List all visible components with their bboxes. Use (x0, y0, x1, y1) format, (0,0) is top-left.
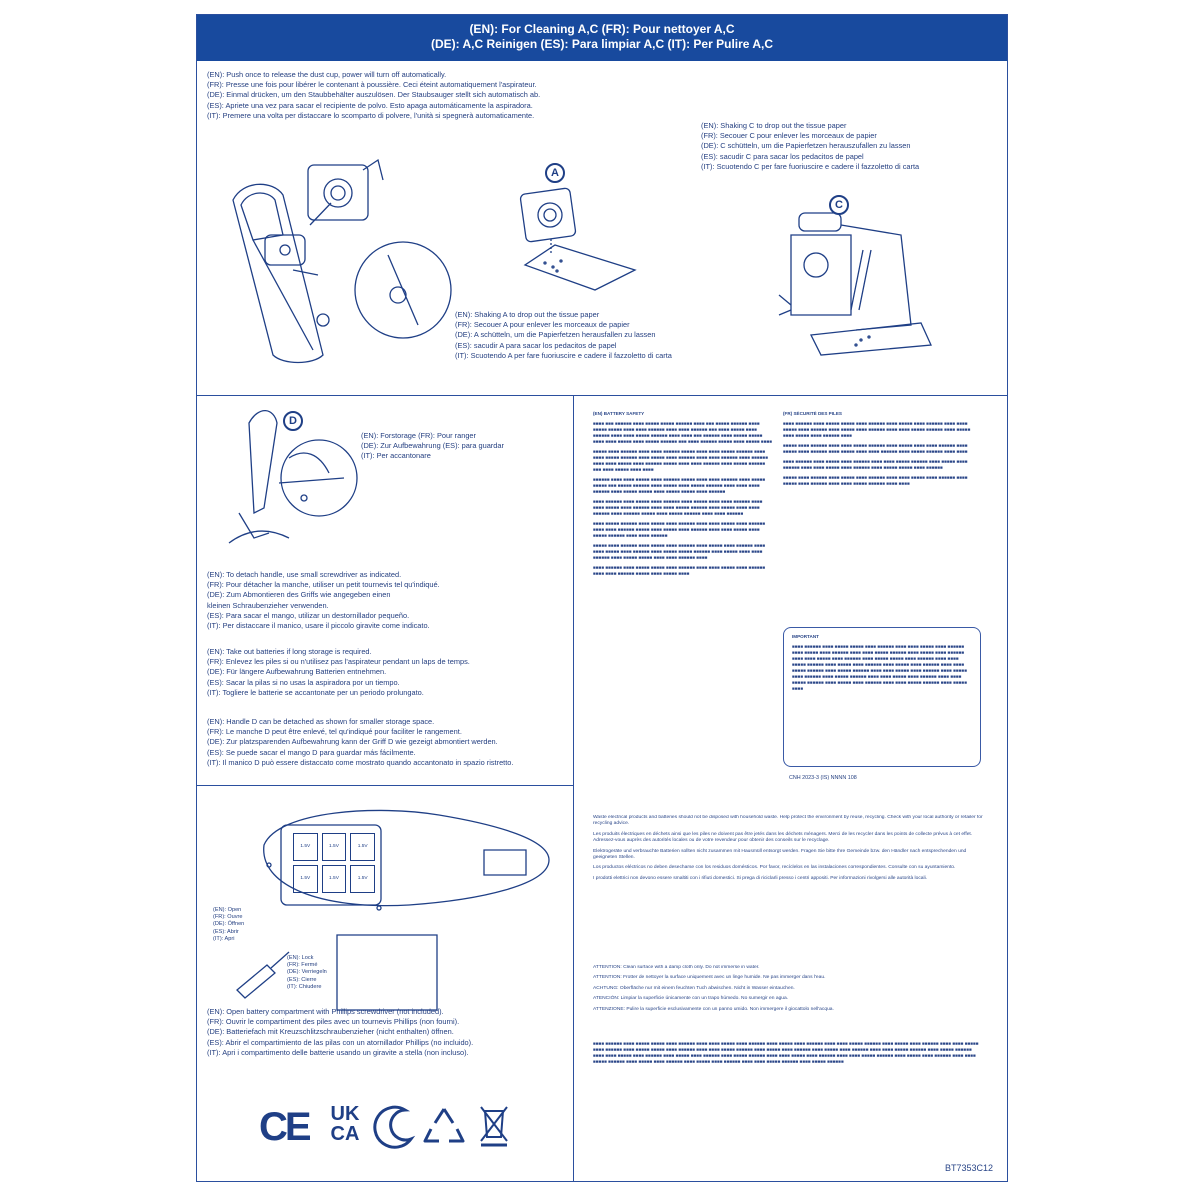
battery-safety-column-1: (EN) BATTERY SAFETY ■■■■ ■■■ ■■■■■■ ■■■■ ■■■■■ ■■■■■ ■■■■■■ ■■■■ ■■■ ■■■■■ ■■■■■■ ■■■■ ■■■■■ ■■■■■ ■■■■ ■■■■ ■■■■■■ ■■■■ ■■■■ ■■■■■■ ■■■ ■■■■ ■■■■■ ■■■■ ■■■■■■ ■■■■ ■■■■ ■■■■■ ■■■■■■ ■■■■ ■■■■ ■■■ ■■■■■■ ■■■■ ■■■■■ ■■■■■ ■■■■ ■■■■ ■■■■■ ■■■■ ■■■■■ ■■■■■■ ■■■ ■■■■ ■■■■■■ ■■■■■ ■■■■ ■■■■■ ■■■■ ■■■■■ ■■■■ ■■■■■■ ■■■■ ■■■■ ■■■■■■ ■■■■■ ■■■■ ■■■■ ■■■■■ ■■■■■■ ■■■■ ■■■■ ■■■■■ ■■■■■■ ■■■■ ■■■■■ ■■■■ ■■■■■■ ■■■■ ■■■■ ■■■■■■ ■■■■ ■■■■■■ ■■■■ ■■■■ ■■■■■ ■■■■ ■■■■■■ ■■■■■ ■■■■ ■■■■ ■■■■■■ ■■■■ ■■■■■ ■■■■■■ ■■■ ■■■■ ■■■■■ ■■■■ ■■■■ ■■■■■■ ■■■■ ■■■■ ■■■■■ ■■■■ ■■■■■■ ■■■■■ ■■■■ ■■■■ ■■■■■■ ■■■■ ■■■■■ ■■■■■ ■■■ ■■■■■ ■■■■■■ ■■■■ ■■■■■ ■■■■ ■■■■■ ■■■■■■ ■■■■ ■■■■ ■■■■ ■■■■■■ ■■■■ ■■■■■ ■■■■■ ■■■■ ■■■■■ ■■■■■ ■■■■ ■■■■■■ ■■■■ ■■■■■■ ■■■■ ■■■■■ ■■■■ ■■■■■■ ■■■■ ■■■■■ ■■■■ ■■■■ ■■■■■■ ■■■■ ■■■■ ■■■■■ ■■■■ ■■■■■■ ■■■■ ■■■■ ■■■■■ ■■■■■■ ■■■■ ■■■■■ ■■■■ ■■■■ ■■■■■■ ■■■■ ■■■■■■ ■■■■■ ■■■■ ■■■■■ ■■■■■■ ■■■■ ■■■■ ■■■■■■ ■■■■ ■■■■■ ■■■■■■ ■■■■ ■■■■■ ■■■■ ■■■■■■ ■■■■ ■■■■ ■■■■■ ■■■■ ■■■■■■ ■■■■ ■■■■ ■■■■■■ ■■■■■ ■■■■ ■■■■■ ■■■■ ■■■■■■ ■■■■ ■■■■ ■■■■■ ■■■■ ■■■■■ ■■■■■■ ■■■■ ■■■■ ■■■■■■ ■■■■■ ■■■■ ■■■■■■ ■■■■ ■■■■■ ■■■■ ■■■■■■ ■■■■ ■■■■■ ■■■■ ■■■■■■ ■■■■ ■■■■ ■■■■■ ■■■■ ■■■■■■ ■■■■ ■■■■■ ■■■■■ ■■■■■■ ■■■■ ■■■■■ ■■■■ ■■■■ ■■■■■■ ■■■■ ■■■■■ ■■■■■ ■■■■ ■■■■ ■■■■■■ ■■■■ ■■■■ ■■■■■■ ■■■■ ■■■■■ ■■■■■ ■■■■ ■■■■■■ ■■■■ ■■■■ ■■■■■ ■■■■ ■■■■■■ ■■■■ ■■■■ ■■■■■■ ■■■■■ ■■■■ ■■■■■ ■■■■ (593, 411, 773, 576)
dust-cup-a-illustration (515, 175, 645, 285)
shake-a-text: (EN): Shaking A to drop out the tissue paper (FR): Secouer A pour enlever les morceaux de papier (DE): A schütteln, um die Papierfetzen herausfallen zu lassen (ES): sacudir A para sacar los pedacitos de papel (IT): Scuotendo A per fare fuoriuscire e cadere il fazzoletto di carta (455, 310, 672, 360)
header-banner (197, 15, 1007, 61)
product-code: BT7353C12 (944, 1163, 993, 1173)
recycle-moon-icon (375, 1105, 417, 1149)
label-d: D (283, 411, 303, 431)
open-labels: (EN): Open (FR): Ouvre (DE): Öffnen (ES): Abrir (IT): Apri (213, 907, 245, 942)
header-line-2: (DE): A,C Reinigen (ES): Para limpiar A,C (IT): Per Pulire A,C (430, 37, 774, 51)
section-divider-top (197, 395, 1007, 396)
vacuum-illustration (213, 155, 453, 355)
battery-slot: 1.5V (350, 865, 375, 893)
column-1-heading: (EN) BATTERY SAFETY (593, 411, 645, 416)
battery-slot: 1.5V (293, 833, 318, 861)
disposal-text: Waste electrical products and batteries should not be disposed with household waste. Help protect the environment by reuse, recycling. Check with your local authority or retailer for recycling advice. Les produits électriques en déchets ainsi que les piles ne doivent pas être jetés dans les déchets ménagers. Merci de les recycler dans les points de collecte prévus à cet effet. Adressez-vous auprès des autorités locales ou de votre revendeur pour obtenir des conseils sur le recyclage. Elektrogeräte und verbrauchte Batterien sollten nicht zusammen mit Hausmüll entsorgt werden. Fragen Sie bitte Ihre Gemeinde bzw. den Händler nach entsprechenden und geeigneten Stellen. Los productos eléctricos no deben desecharse con los residuos domésticos. Por favor, recíclelos en las instalaciones correspondientes. Consulte con su ayuntamiento. I prodotti elettrici non devono essere smaltiti con i rifiuti domestici. Si prega di riciclarli presso i centri appositi. Per informazioni rivolgersi alle autorità locali. (593, 815, 983, 881)
release-dust-cup-text: (EN): Push once to release the dust cup, power will turn off automatically. (FR): Presse une fois pour libérer le contenant à poussière. Ceci éteint automatiquement l'aspirateur. (DE): Einmal drücken, um den Staubbehälter auszulösen. Der Staubsauger stellt sich automatisch ab. (ES): Apriete una vez para sacar el recipiente de polvo. Esto apaga automáticamente la aspiradora. (IT): Premere una volta per distaccare lo scomparto di polvere, l'unità si spegnerà automaticamente. (207, 70, 541, 120)
label-a: A (545, 163, 565, 183)
cnh-code: CNH 2023-3 (IS) NNNN 108 (789, 775, 857, 781)
label-c: C (829, 195, 849, 215)
remove-batteries-text: (EN): Take out batteries if long storage is required. (FR): Enlevez les piles si ou n'utilisez pas l'aspirateur pendant un laps de temps. (DE): Für längere Aufbewahrung Batterien entnehmen. (ES): Sacar la pilas si no usas la aspiradora por un tiempo. (IT): Togliere le batterie se accantonate per un periodo prolungato. (207, 647, 470, 697)
attention-text: ATTENTION: Clean surface with a damp cloth only. Do not immerse in water. ATTENTION: Frotter de nettoyer la surface uniquement avec un linge humide. Ne pas immerger dans l'eau. ACHTUNG: Oberfläche nur mit einem feuchten Tuch abwischen. Nicht in Wasser eintauchen. ATENCIÓN: Limpiar la superficie únicamente con un trapo húmedo. No sumergir en agua. ATTENZIONE: Pulire la superficie esclusivamente con un panno umido. Non immergere il giocattolo nell'acqua. (593, 965, 834, 1012)
battery-slot: 1.5V (322, 833, 347, 861)
battery-slot: 1.5V (350, 833, 375, 861)
shake-c-text: (EN): Shaking C to drop out the tissue paper (FR): Secouer C pour enlever les morceaux de papier (DE): C schütteln, um die Papierfetzen herauszufallen zu lassen (ES): sacudir C para sacar los pedacitos de papel (IT): Scuotendo C per fare fuoriuscire e cadere il fazzoletto di carta (701, 121, 920, 171)
battery-slot: 1.5V (293, 865, 318, 893)
detach-handle-text: (EN): To detach handle, use small screwdriver as indicated. (FR): Pour détacher la manche, utiliser un petit tournevis tel qu'indiqué. (DE): Zum Abmontieren des Griffs wie angegeben einen kleinen Schraubenzieher verwenden. (ES): Para sacar el mango, utilizar un destornillador pequeño. (IT): Per distaccare il manico, usare il piccolo giravite come indicato. (207, 570, 440, 631)
dust-cup-c-illustration (771, 205, 931, 375)
section-divider-left (197, 785, 574, 786)
storage-text: (EN): Forstorage (FR): Pour ranger (DE): Zur Aufbewahrung (ES): para guardar (IT): Per accantonare (361, 431, 504, 461)
important-heading: IMPORTANT (792, 634, 819, 639)
multilingual-warning-block: ■■■■ ■■■■■■ ■■■■ ■■■■■ ■■■■■ ■■■■ ■■■■■■ ■■■■ ■■■■ ■■■■■ ■■■■ ■■■■■■ ■■■■ ■■■■■ ■■■■ ■■■■■■ ■■■■ ■■■■ ■■■■■ ■■■■■■ ■■■■ ■■■■■ ■■■■ ■■■■■■ ■■■■ ■■■■ ■■■■■ ■■■■ ■■■■■■ ■■■■ ■■■■■ ■■■■■ ■■■■ ■■■■■■ ■■■■ ■■■■ ■■■■■ ■■■■■■ ■■■■ ■■■■■ ■■■■ ■■■■■■ ■■■■ ■■■■■ ■■■■ ■■■■■■ ■■■■ ■■■■ ■■■■■ ■■■■■■ ■■■■ ■■■■■ ■■■■■■ ■■■■ ■■■■ ■■■■■ ■■■■ ■■■■■■ ■■■■ ■■■■■ ■■■■ ■■■■■■ ■■■■ ■■■■■ ■■■■■■ ■■■■ ■■■■ ■■■■■ ■■■■ ■■■■■■ ■■■■ ■■■■ ■■■■■ ■■■■■■ ■■■■ ■■■■■ ■■■■ ■■■■■■ ■■■■ ■■■■ ■■■■■ ■■■■■■ ■■■■ ■■■■■ ■■■■ ■■■■■■ ■■■■ ■■■■■ ■■■■ ■■■■■■ ■■■■ ■■■■ ■■■■■ ■■■■■■ ■■■■ ■■■■■ ■■■■■■ (593, 1041, 979, 1064)
section-divider-vertical (573, 395, 574, 1181)
lock-labels: (EN): Lock (FR): Fermé (DE): Verriegeln (ES): Cierre (IT): Chiudere (287, 955, 327, 990)
weee-bin-icon (477, 1103, 511, 1147)
instruction-sheet (196, 14, 1008, 1182)
handle-storage-text: (EN): Handle D can be detached as shown for smaller storage space. (FR): Le manche D peut être enlevé, tel qu'indiqué pour faciliter le rangement. (DE): Zur platzsparenden Aufbewahrung kann der Griff D wie gezeigt abmontiert werden. (ES): Se puede sacar el mango D para guardar más fácilmente. (IT): Il manico D può essere distaccato come mostrato quando accantonato in spazio ristretto. (207, 717, 514, 767)
battery-compartment-text: (EN): Open battery compartment with Phillips screwdriver (not included). (FR): Ouvrir le compartiment des piles avec un tournevis Phillips (non fourni). (DE): Batteriefach mit Kreuzschlitzschraubenzieher (nicht enthalten) öffnen. (ES): Abrir el compartimiento de las pilas con un atornillador Phillips (no incluido). (IT): Apri i compartimento delle batterie usando un giravite a stella (non incluso). (207, 1007, 474, 1057)
important-box: IMPORTANT ■■■■ ■■■■■■ ■■■■ ■■■■■ ■■■■■ ■■■■ ■■■■■■ ■■■■ ■■■■ ■■■■■ ■■■■ ■■■■■■ ■■■■ ■■■■■ ■■■■ ■■■■■■ ■■■■ ■■■■ ■■■■■ ■■■■■■ ■■■■ ■■■■■ ■■■■ ■■■■■■ ■■■■ ■■■■ ■■■■■ ■■■■ ■■■■■■ ■■■■ ■■■■■ ■■■■■ ■■■■ ■■■■■■ ■■■■ ■■■■ ■■■■■ ■■■■■■ ■■■■ ■■■■■ ■■■■ ■■■■■■ ■■■■ ■■■■■ ■■■■ ■■■■■■ ■■■■ ■■■■ ■■■■■ ■■■■■■ ■■■■ ■■■■■ ■■■■■■ ■■■■ ■■■■ ■■■■■ ■■■■ ■■■■■■ ■■■■ ■■■■■ ■■■■ ■■■■■■ ■■■■ ■■■■■ ■■■■■■ ■■■■ ■■■■ ■■■■■ ■■■■ ■■■■■■ ■■■■ ■■■■ ■■■■■ ■■■■■■ ■■■■ ■■■■■ ■■■■ ■■■■■■ ■■■■ ■■■■ ■■■■■ ■■■■■■ ■■■■ ■■■■■ ■■■■ (783, 627, 981, 767)
battery-slot-grid (293, 833, 375, 891)
header-line-1: (EN): For Cleaning A,C (FR): Pour nettoyer A,C (469, 22, 735, 36)
ce-mark: CE (259, 1105, 309, 1149)
battery-safety-column-2: (FR) SÉCURITÉ DES PILES ■■■■ ■■■■■■ ■■■■ ■■■■■ ■■■■■ ■■■■ ■■■■■■ ■■■■ ■■■■■ ■■■■ ■■■■■■ ■■■■ ■■■■ ■■■■■ ■■■■ ■■■■■■ ■■■■ ■■■■■ ■■■■ ■■■■■■ ■■■■ ■■■■ ■■■■■ ■■■■■■ ■■■■ ■■■■■ ■■■■ ■■■■■ ■■■■ ■■■■■■ ■■■■ ■■■■■ ■■■■ ■■■■■■ ■■■■ ■■■■ ■■■■■ ■■■■■■ ■■■■ ■■■■■ ■■■■ ■■■■ ■■■■■■ ■■■■ ■■■■■ ■■■■ ■■■■■■ ■■■■ ■■■■■ ■■■■ ■■■■ ■■■■■■ ■■■■ ■■■■■ ■■■■■■ ■■■■ ■■■■ ■■■■ ■■■■■■ ■■■■ ■■■■■ ■■■■ ■■■■■■ ■■■■ ■■■■ ■■■■■ ■■■■■■ ■■■■ ■■■■■ ■■■■ ■■■■■■ ■■■■ ■■■■ ■■■■■ ■■■■ ■■■■■■ ■■■■ ■■■■■ ■■■■■ ■■■■ ■■■■■■ ■■■■■ ■■■■ ■■■■■■ ■■■■ ■■■■■ ■■■■ ■■■■■■ ■■■■ ■■■■ ■■■■■ ■■■■ ■■■■■■ ■■■■ ■■■■■ ■■■■ ■■■■■■ ■■■■ ■■■■ ■■■■■ ■■■■■■ ■■■■ ■■■■ (783, 411, 973, 621)
ukca-mark: UK CA (330, 1103, 360, 1145)
battery-slot: 1.5V (322, 865, 347, 893)
recycle-icon (423, 1105, 465, 1147)
column-2-heading: (FR) SÉCURITÉ DES PILES (783, 411, 842, 416)
